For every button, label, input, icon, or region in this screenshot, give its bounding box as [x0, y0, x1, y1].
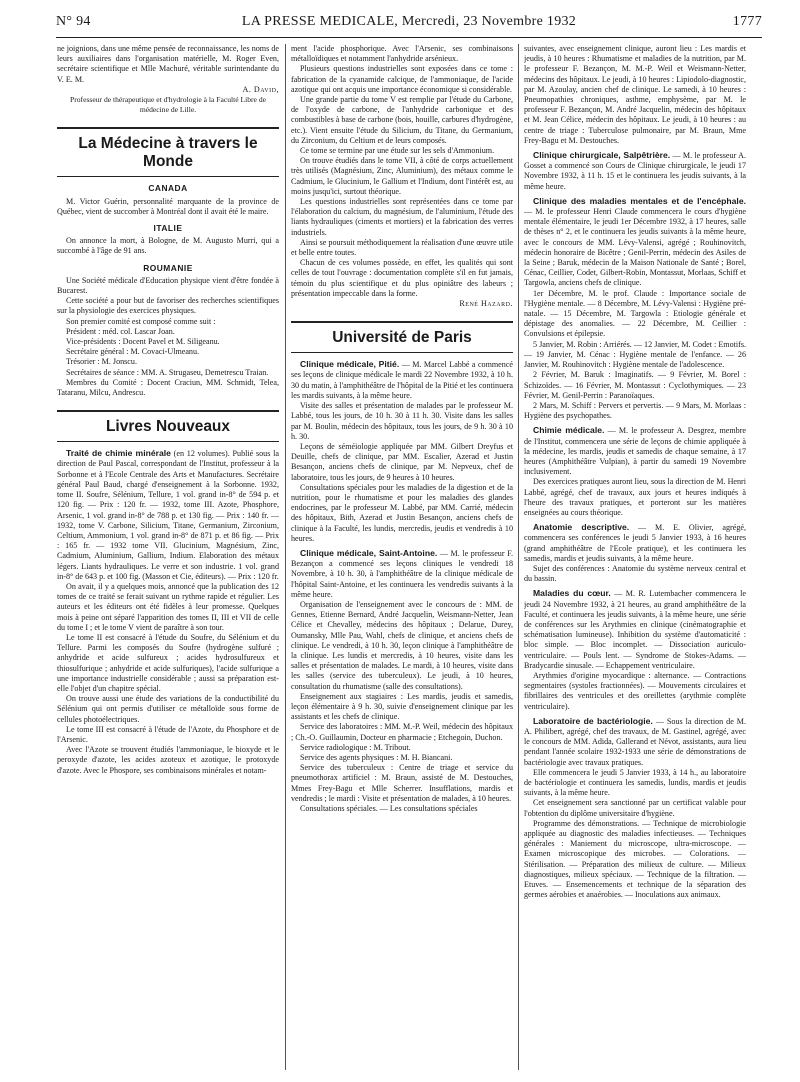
paragraph: Consultations spéciales. — Les consultations spéciales — [300, 804, 478, 814]
signature-name: A. David, — [242, 84, 279, 94]
paragraph: 2 Février, M. Baruk : Imaginatifs. — 9 Février, M. Borel : Schizoïdes. — 16 Février, M. Montassut : Cyclothymiques. — 23 Février, M. Genil-Perrin : Paranoïaques. — [524, 370, 746, 400]
paragraph: On trouve étudiés dans le tome VII, à côté de corps actuellement très utilisés (Magnésium, Zinc, Aluminium), des métaux comme le Cadmium, le Glucinium, le Gallium et l'Indium, dont l'intérêt est, au moins jusqu'ici, surtout théorique. — [291, 156, 513, 196]
paragraph: Ce tome se termine par une étude sur les sels d'Ammonium. — [300, 146, 495, 156]
paragraph: Cette société a pour but de favoriser des recherches scientifiques sur la physiologie des exercices physiques. — [57, 296, 279, 316]
paragraph: Plusieurs questions industrielles sont exposées dans ce tome : fabrication de la cyanamide calcique, de l'ammoniaque, de l'acide azotique qui ont acquis une importance économique si considérable. — [291, 64, 513, 94]
paragraph: On avait, il y a quelques mois, annoncé que la publication des 12 tomes de ce traité se ferait suivant un rythme rapide et régulier. Les auteurs et les éditeurs ont été fidèles à leur promesse. Quelques mois à peine ont séparé l'apparition des tomes II, III et VII de celle du tome I ; et le tome V vient de paraître à son tour. — [57, 581, 279, 632]
page-header — [56, 14, 762, 36]
subsection-title: Chimie médicale. — [533, 425, 605, 436]
paragraph: On trouve aussi une étude des variations de la conductibilité du Sélénium qui ont permis d'utiliser ce métalloïde sous forme de cellules photoélectriques. — [57, 694, 279, 724]
paragraph: Avec l'Azote se trouvent étudiés l'ammoniaque, le bioxyde et le peroxyde d'azote, les acides azoteux et azotique, le protoxyde d'azote. Avec le Phospore, ses combinaisons minérales et notam- — [57, 745, 279, 775]
journal-title: LA PRESSE MEDICALE, Mercredi, 23 Novembre 1932 — [241, 14, 577, 29]
subsection-title: Maladies du cœur. — [533, 588, 611, 599]
paragraph: On annonce la mort, à Bologne, de M. Augusto Murri, qui a succombé à l'âge de 91 ans. — [57, 236, 279, 256]
column-3 — [524, 44, 746, 1074]
paragraph: 5 Janvier, M. Robin : Arriérés. — 12 Janvier, M. Codet : Emotifs. — 19 Janvier, M. Cénac : Hygiène mentale de l'enfance. — 26 Janvier, M. Rouhinovitch : Hygiène mentale de l'adolescence. — [524, 339, 746, 370]
subsection-title: Clinique médicale, Saint-Antoine. — [300, 547, 438, 558]
subsection-title: Anatomie descriptive. — [533, 522, 630, 533]
list-item: Secrétaire général : M. Covaci-Ulmeanu. — [66, 347, 200, 357]
subsection-title: Clinique chirurgicale, Salpêtrière. — [533, 150, 671, 161]
paragraph: — Sous la direction de M. A. Philibert, agrégé, chef des travaux, de M. Gastinel, agrégé, avec le concours de MM. Adida, Gallerand et Névot, assistants, aura lieu pendant l'année scolaire 1932-1933 une série de démonstrations de bactériologie avec travaux pratiques. — [524, 716, 746, 767]
paragraph: ment l'acide phosphorique. Avec l'Arsenic, ses combinaisons métalloïdiques et notamment l'anhydride arsénieux. — [291, 44, 513, 64]
paragraph: 1er Décembre, M. le prof. Claude : Importance sociale de l'Hygiène mentale. — 8 Décembre, M. Lévy-Valensi : Hygiène pré-natale. — 15 Décembre, M. Targowla : Etiologie générale et dépistage des anomalies. — 22 Décembre, M. Ceillier : Convulsions et épilepsie. — [524, 288, 746, 339]
paragraph: Organisation de l'enseignement avec le concours de : MM. de Gennes, Etienne Bernard, André Jacquelin, Weismann-Netter, Jean Célice et Chevalley, médecins des hôpitaux ; Delarue, Durey, Oumansky, Mlle Pau, Wahl, chefs de clinique, et anciens chefs de clinique. Le vendredi, à 10 h. 30, leçon clinique à l'amphithéâtre de la clinique. Les lundis et mercredis, à 10 heures, visite dans les salles et présentation de malades. Le mardi, à 10 heures, visite dans les salles (service des tuberculeux). Le jeudi, à 10 heures, consultation du rhumatisme (salle des consultations). — [291, 599, 513, 691]
paragraph: Une grande partie du tome V est remplie par l'étude du Carbone, de l'oxyde de carbone, de l'anhydride carbonique et des combustibles à base de carbone (bois, houille, carbures d'hydrogène, etc.). Vient ensuite l'étude du Silicium, du Titane, du Germanium, du Zirconium, du Celtium et de leurs composés. — [291, 95, 513, 145]
column-divider — [285, 44, 286, 1070]
book-title: Traité de chimie minérale — [66, 448, 171, 459]
paragraph: Programme des démonstrations. — Technique de microbiologie appliquée au diagnostic des maladies infectieuses. — Techniques générales : Maniement du microscope, ultra-microscope. — Examen microscopique des microbes. — Colorations. — Stérilisation. — Préparation des milieux de culture. — Milieux diagnostiques, milieux spéciaux. — Technique de la filtration. — Etuves. — Ensemencements et technique de la séparation des germes aérobies et anaérobies. — Inoculations aux animaux. — [524, 818, 746, 900]
paragraph: Le tome III est consacré à l'étude de l'Azote, du Phosphore et de l'Arsenic. — [57, 724, 279, 744]
header-rule — [56, 37, 762, 38]
paragraph: — M. Marcel Labbé a commencé ses leçons de clinique médicale le mardi 22 Novembre 1932, à 10 h. 30 du matin, à l'amphithéâtre de l'hôpital de la Pitié et les continuera les mardis suivants, à la même heure. — [291, 360, 513, 400]
column-2 — [291, 44, 513, 1074]
column-divider — [518, 44, 519, 1070]
paragraph: Une Société médicale d'Education physique vient d'être fondée à Bucarest. — [57, 275, 279, 296]
country-heading: ITALIE — [153, 223, 183, 234]
page-number: 1777 — [732, 14, 762, 29]
list-item: Trésorier : M. Jonscu. — [66, 357, 137, 367]
list-item: Vice-présidents : Docent Pavel et M. Siligeanu. — [66, 337, 220, 347]
column-1 — [57, 44, 279, 1074]
paragraph: Ainsi se poursuit méthodiquement la réalisation d'une œuvre utile et belle entre toutes. — [291, 237, 513, 258]
paragraph: Des exercices pratiques auront lieu, sous la direction de M. Henri Labbé, agrégé, chef de travaux, aux jours et heures indiqués à l'heure des travaux pratiques, et porteront sur les matières enseignées au cours théorique. — [524, 477, 746, 517]
paragraph: — M. le professeur F. Bezançon a commencé ses leçons cliniques le vendredi 18 Novembre, à 10 h. 30, à l'amphithéâtre de la clinique médicale de l'hôpital Saint-Antoine, et les continuera les vendredis suivants à la même heure. — [291, 548, 513, 599]
paragraph: Service radiologique : M. Tribout. — [300, 742, 411, 752]
paragraph: 2 Mars, M. Schiff : Pervers et pervertis. — 9 Mars, M. Morlaas : Hygiène des psychopathes. — [524, 400, 746, 421]
subsection-title: Clinique des maladies mentales et de l'encéphale. — [533, 195, 746, 206]
paragraph: Service des tuberculeux : Centre de triage et service du pneumothorax artificiel : M. Braun, assisté de M. Destouches, Mmes Frey-Bagu et Mlle Scherrer. Insufflations, mardis et vendredis ; le mardi : Visite et présentation de malades, à 10 heures. — [291, 763, 513, 803]
paragraph: Service des laboratoires : MM. M.-P. Weil, médecin des hôpitaux ; Ch.-O. Guillaumin, Docteur en pharmacie ; Etchegoin, Duchon. — [291, 722, 513, 742]
section-title: Université de Paris — [291, 321, 513, 353]
country-heading: CANADA — [148, 183, 188, 194]
paragraph: Chacun de ces volumes possède, en effet, les qualités qui sont celles de tout l'ouvrage : documentation complète s'il en fut jamais, témoin du plus scientifique et du plus opiniâtre des labeurs ; présentation impeccable dans la forme. — [291, 258, 513, 298]
paragraph: Leçons de séméiologie appliquée par MM. Gilbert Dreyfus et Deuille, chefs de clinique, par MM. Escalier, Azerad et Justin Besançon, anciens chefs de clinique, par M. Nepveux, chef de laboratoire, tous les jours, de 9 heures à 10 heures. — [291, 441, 513, 482]
paragraph: M. Victor Guérin, personnalité marquante de la province de Québec, vient de succomber à Montréal dont il avait été le maire. — [57, 196, 279, 216]
list-item: Secrétaires de séance : MM. A. Strugaseu, Demetrescu Traian. — [66, 367, 269, 377]
section-title: La Médecine à travers le Monde — [57, 127, 279, 177]
paragraph: — M. le professeur Henri Claude commencera le cours d'hygiène mentale élémentaire, le jeudi 1er Décembre 1932, à 17 heures, salle de thèses n° 2, et le continuera les jeudis suivants à la même heure, avec le concours de MM. Lévy-Valensi, agrégé ; Rouhinovitch, médecin honoraire de Bicêtre ; Genil-Perrin, médecin des Asiles de la Seine ; Baruk, médecin de la Maison Nationale de Santé ; Borel, Cénac, Ceillier, Codet, Gilbert-Robin, Montassut, Morlaas, Schiff et Targowla, anciens chefs de clinique. — [524, 207, 746, 288]
paragraph: Le tome II est consacré à l'étude du Soufre, du Sélénium et du Tellure. Parmi les composés du Soufre (hydrogène sulfuré ; anhydride et acide sulfureux ; acides hydrosulfureux et thiosulfurique ; anhydride et acide sulfuriques), l'acide sulfurique a une importance industrielle considérable ; aussi sa préparation est-elle l'objet d'un chapitre spécial. — [57, 632, 279, 693]
paragraph: Enseignement aux stagiaires : Les mardis, jeudis et samedis, leçon élémentaire à 9 h. 30, suivie d'enseignement clinique par les assistants et les chefs de clinique. — [291, 691, 513, 722]
paragraph: Les questions industrielles sont représentées dans ce tome par l'élaboration du calcium, du magnésium, de l'aluminium, l'étude des liants hydrauliques (ciments et mortiers) et la fabrication des verres industriels. — [291, 197, 513, 237]
paragraph: (en 12 volumes). Publié sous la direction de Paul Pascal, correspondant de l'Institut, professeur à la Sorbonne et à l'Ecole Centrale des Arts et Manufactures. Secrétaire général Paul Baud, chargé d'enseignement à la Sorbonne. 1932, tome II. Soufre, Sélénium, Tellure, 1 vol. grand in-8° de 594 p. et 120 fig. — Prix : 120 fr. — 1932, tome III. Azote, Phosphore, Arsenic, 1 vol. grand in-8° de 788 p. et 130 fig. — Prix : 140 fr. — 1932, tome V. Carbone, Silicium, Titane, Germanium, Zirconium, Celtium, Ammonium, 1 vol. grand in-8° de 871 p. et 86 fig. — Prix : 165 fr. — 1932 tome VII. Glucinium, Magnésium, Zinc, Cadmium, Aluminium, Gallium, Indium. Elaboration des métaux légers. Liants hydrauliques. Le verre et son industrie. 1 vol. grand in-8° de 643 p. et 100 fig. (Masson et Cie, éditeurs). — Prix : 120 fr. — [57, 449, 279, 581]
paragraph: — M. E. Olivier, agrégé, commencera ses conférences le jeudi 5 Janvier 1933, à 16 heures (grand amphithéâtre de l'Ecole pratique), et les continuera les samedis, mardis et jeudis suivants, à la même heure. — [524, 523, 746, 563]
list-item: Membres du Comité : Docent Craciun, MM. Schmidt, Telea, Tataranu, Milcu, Andrescu. — [57, 377, 279, 398]
section-title: Livres Nouveaux — [57, 410, 279, 442]
paragraph: Sujet des conférences : Anatomie du système nerveux central et du bassin. — [524, 563, 746, 584]
paragraph: Arythmies d'origine myocardique : alternance. — Contractions segmentaires (systoles fractionnées). — Mouvements circulaires et fibrillaires des ventricules et des oreillettes (arythmie complète ventriculaire). — [524, 670, 746, 711]
paragraph: suivantes, avec enseignement clinique, auront lieu : Les mardis et jeudis, à 10 heures : Rhumatisme et maladies de la nutrition, par M. le professeur F. Bezançon, M. M.-P. Weil et Weismann-Netter, médecins des hôpitaux. Le jeudi, à 10 heures : Lipiodolo-diagnostic, par M. Azoulay, ancien chef de clinique. Le samedi, à 10 heures : Pneumopathies chroniques, asthme, emphysème, par M. le professeur F. Bezançon, M. André Jacquelin, médecin des hôpitaux et M. Jean Célice, médecin des hôpitaux. Le jeudi, à 10 heures : au centre de triage : Tuberculose pulmonaire, par M. Braun, Mme Frey-Bagu et M. Destouches. — [524, 44, 746, 145]
list-item: Président : méd. col. Lascar Joan. — [66, 326, 175, 336]
subsection-title: Clinique médicale, Pitié. — [300, 359, 400, 370]
paragraph: — M. R. Lutembacher commencera le jeudi 24 Novembre 1932, à 21 heures, au grand amphithéâtre de la Faculté, et continuera les jeudis suivants, à la même heure, une série de conférences sur les Arythmies en clinique (cinématographie et schématisation lumineuse). Inhibition du système d'automaticité : bloc simple. — Bloc incomplet. — Dissociation auriculo-ventriculaire. — Pouls lent. — Syndrome de Stokes-Adams. — Bradycardie sinusale. — Echappement ventriculaire. — [524, 589, 746, 670]
issue-number: N° 94 — [56, 14, 91, 29]
signature-title: Professeur de thérapeutique et d'hydrologie à la Faculté Libre de médecine de Lille. — [70, 95, 266, 115]
paragraph: Elle commencera le jeudi 5 Janvier 1933, à 14 h., au laboratoire de bactériologie et continuera les samedis, lundis, mardis et jeudis suivants, à la même heure. — [524, 767, 746, 798]
signature-name: René Hazard. — [459, 299, 513, 309]
country-heading: ROUMANIE — [143, 262, 193, 273]
paragraph: Son premier comité est composé comme suit : — [66, 316, 216, 326]
paragraph: Visite des salles et présentation de malades par le professeur M. Labbé, tous les jours, de 10 h. 30 à 11 h. 30. Visite dans les salles par M. Boulin, médecin des hôpitaux, tous les jours, de 9 h. 30 à 10 h. 30. — [291, 401, 513, 441]
paragraph: ne joignions, dans une même pensée de reconnaissance, les noms de leurs auxiliaires dans l'organisation matérielle, M. Roger Even, secrétaire scientifique et Mlle Machuré, véritable surintendante du V. E. M. — [57, 44, 279, 84]
subsection-title: Laboratoire de bactériologie. — [533, 715, 653, 726]
paragraph: Service des agents physiques : M. H. Biancani. — [300, 753, 453, 762]
paragraph: — M. le professeur A. Desgrez, membre de l'Institut, commencera une série de leçons de chimie appliquée à la médecine, les mardis, jeudis et samedis de chaque semaine, à 17 heures (Amphithéâtre Vulpian), à partir du samedi 19 Novembre inclusivement. — [524, 426, 746, 477]
paragraph: Consultations spéciales pour les maladies de la digestion et de la nutrition, pour le rhumatisme et pour les maladies des glandes endocrines, par le professeur M. Labbé, par MM. Carrié, médecin des hôpitaux, Bith, Azerad et Justin Besançon, anciens chefs de clinique à la Faculté, les lundis, mercredis, jeudis et vendredis à 10 heures. — [291, 482, 513, 543]
paragraph: Cet enseignement sera sanctionné par un certificat valable pour l'obtention du diplôme universitaire d'hygiène. — [524, 798, 746, 818]
paragraph: — M. le professeur A. Gosset a commencé son Cours de Clinique chirurgicale, le jeudi 17 Novembre 1932, à 11 h. 15 et le continuera les jeudis suivants, à la même heure. — [524, 151, 746, 191]
